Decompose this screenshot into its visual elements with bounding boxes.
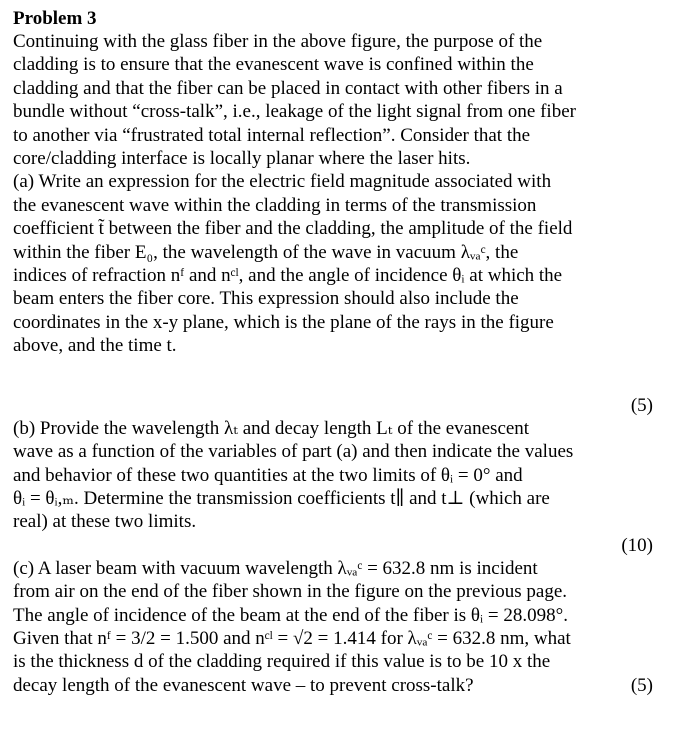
part-b-line: θᵢ = θᵢ,ₘ. Determine the transmission coefficients t∥ and t⊥ (which are xyxy=(13,487,550,509)
part-c-paragraph xyxy=(13,557,663,697)
part-b-line: and behavior of these two quantities at the two limits of θᵢ = 0° and xyxy=(13,464,523,486)
part-a-paragraph xyxy=(13,170,663,357)
part-c-line: is the thickness d of the cladding required if this value is to be 10 x the xyxy=(13,651,551,673)
part-a-line: beam enters the fiber core. This expression should also include the xyxy=(13,288,519,310)
part-a-line: coefficient t̃ between the fiber and the cladding, the amplitude of the field xyxy=(13,218,573,240)
part-a-points: (5) xyxy=(630,394,653,416)
intro-line: cladding and that the fiber can be placed in contact with other fibers in a xyxy=(13,77,563,99)
part-b-line: wave as a function of the variables of part (a) and then indicate the values xyxy=(13,441,574,463)
part-c-line: Given that nᶠ = 3/2 = 1.500 and nᶜˡ = √2 = 1.414 for λᵥₐᶜ = 632.8 nm, what xyxy=(13,627,571,649)
intro-line: core/cladding interface is locally planar where the laser hits. xyxy=(13,148,471,170)
part-c-line: from air on the end of the fiber shown in the figure on the previous page. xyxy=(13,581,568,603)
intro-line: bundle without “cross-talk”, i.e., leakage of the light signal from one fiber xyxy=(13,101,576,123)
intro-line: to another via “frustrated total internal reflection”. Consider that the xyxy=(13,124,531,146)
part-b-paragraph xyxy=(13,417,663,534)
part-b-line: real) at these two limits. xyxy=(13,511,197,533)
part-a-line: within the fiber E₀, the wavelength of the wave in vacuum λᵥₐᶜ, the xyxy=(13,241,519,263)
document-page xyxy=(13,8,663,697)
part-c-line xyxy=(13,674,663,697)
part-a-line: above, and the time t. xyxy=(13,335,177,357)
spacer xyxy=(13,358,663,394)
part-c-last-text: decay length of the evanescent wave – to prevent cross-talk? xyxy=(13,674,474,696)
part-c-points: (5) xyxy=(630,674,653,696)
part-b-points: (10) xyxy=(621,534,653,556)
part-a-line: the evanescent wave within the cladding in terms of the transmission xyxy=(13,194,537,216)
part-a-line: (a) Write an expression for the electric field magnitude associated with xyxy=(13,171,552,193)
part-a-line: coordinates in the x-y plane, which is the plane of the rays in the figure xyxy=(13,311,554,333)
part-b-line: (b) Provide the wavelength λₜ and decay length Lₜ of the evanescent xyxy=(13,417,530,439)
intro-line: Continuing with the glass fiber in the above figure, the purpose of the xyxy=(13,31,543,52)
part-a-line: indices of refraction nᶠ and nᶜˡ, and the angle of incidence θᵢ at which the xyxy=(13,265,563,287)
intro-paragraph xyxy=(13,30,663,170)
intro-line: cladding is to ensure that the evanescent wave is confined within the xyxy=(13,54,534,76)
part-c-line: (c) A laser beam with vacuum wavelength λᵥₐᶜ = 632.8 nm is incident xyxy=(13,557,538,579)
problem-title: Problem 3 xyxy=(13,8,97,29)
part-c-line: The angle of incidence of the beam at the end of the fiber is θᵢ = 28.098°. xyxy=(13,604,568,626)
